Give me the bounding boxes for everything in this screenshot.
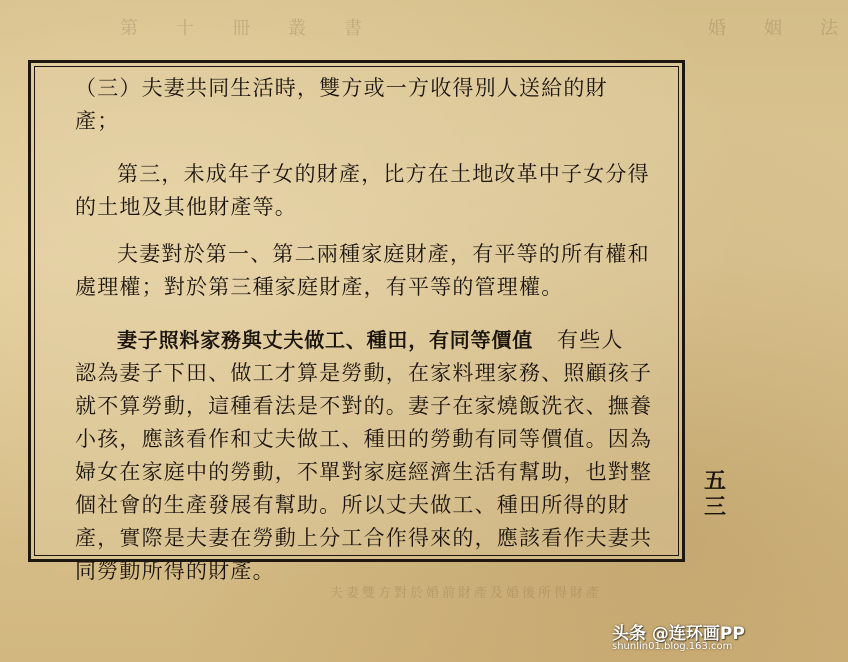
page-number-digit: 三 (703, 494, 726, 520)
paragraph-4 (75, 324, 675, 588)
watermark-brand: 头条 @连环画PP (612, 624, 745, 644)
paragraph-3 (75, 238, 675, 304)
text-line: 產； (75, 109, 120, 133)
bleed-through-text-top: 第 十 冊 叢 書 婚 姻 法 (120, 18, 848, 39)
text-line: 個社會的生產發展有幫助。所以丈夫做工、種田所得的財 (75, 493, 630, 517)
watermark-url: shunlin01.blog.163.com (612, 641, 733, 652)
heading-line (75, 324, 675, 357)
text-line: 第三，未成年子女的財產，比方在土地改革中子女分得 (117, 162, 650, 186)
heading-lead-text: 有些人 (557, 328, 624, 352)
page-content (75, 72, 675, 588)
paragraph-1 (75, 72, 675, 138)
text-line: 小孩，應該看作和丈夫做工、種田的勞動有同等價值。因為 (75, 427, 653, 451)
paragraph-2 (75, 158, 675, 224)
text-line: （三）夫妻共同生活時，雙方或一方收得別人送給的財 (75, 76, 608, 100)
text-line: 產，實際是夫妻在勞動上分工合作得來的，應該看作夫妻共 (75, 526, 653, 550)
bleed-through-text-bottom: 夫妻雙方對於婚前財產及婚後所得財產 (330, 586, 603, 601)
section-heading: 妻子照料家務與丈夫做工、種田，有同等價值 (117, 328, 533, 352)
text-line: 夫妻對於第一、第二兩種家庭財產，有平等的所有權和 (117, 242, 650, 266)
text-line: 的土地及其他財產等。 (75, 195, 297, 219)
page-number-digit: 五 (703, 468, 726, 494)
text-line: 就不算勞動，這種看法是不對的。妻子在家燒飯洗衣、撫養 (75, 394, 653, 418)
text-line: 處理權；對於第三種家庭財產，有平等的管理權。 (75, 275, 564, 299)
page-number (703, 468, 727, 520)
text-line: 同勞動所得的財產。 (75, 559, 275, 583)
text-line: 婦女在家庭中的勞動，不單對家庭經濟生活有幫助，也對整 (75, 460, 653, 484)
text-line: 認為妻子下田、做工才算是勞動，在家料理家務、照顧孩子 (75, 361, 653, 385)
